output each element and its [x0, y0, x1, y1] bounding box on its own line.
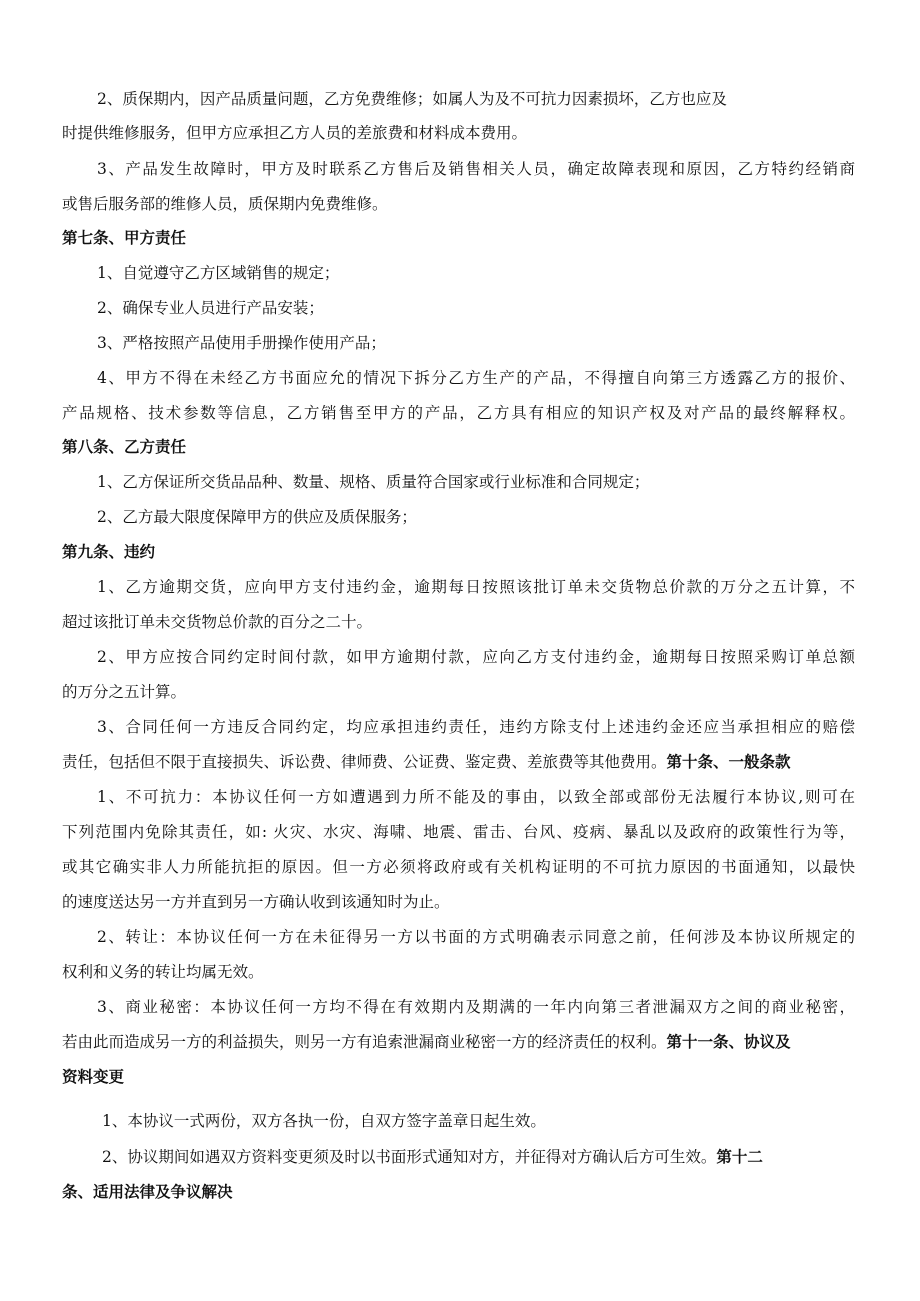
- text-segment: 权利和义务的转让均属无效。: [62, 963, 264, 981]
- text-line: [62, 402, 855, 424]
- text-line: [97, 646, 855, 668]
- heading-text: 资料变更: [62, 1068, 125, 1086]
- text-segment: 1、不可抗力：本协议任何一方如遭遇到力所不能及的事由，以致全部或部份无法履行本协议,则可在: [97, 788, 855, 806]
- text-line: [97, 297, 324, 319]
- text-line: [62, 856, 855, 878]
- text-segment: 时提供维修服务，但甲方应承担乙方人员的差旅费和材料成本费用。: [62, 124, 528, 142]
- text-line: [62, 891, 450, 913]
- heading-text: 第七条、甲方责任: [62, 229, 187, 247]
- text-segment: 产品规格、技术参数等信息，乙方销售至甲方的产品，乙方具有相应的知识产权及对产品的最终解释权。: [62, 404, 855, 422]
- text-line: [97, 786, 855, 808]
- text-segment: 1、自觉遵守乙方区域销售的规定；: [97, 264, 340, 282]
- text-line: [102, 1110, 546, 1132]
- heading-text: 第八条、乙方责任: [62, 438, 187, 456]
- text-segment: 4、甲方不得在未经乙方书面应允的情况下拆分乙方生产的产品，不得擅自向第三方透露乙方的报价、: [97, 369, 855, 387]
- text-segment: 3、严格按照产品使用手册操作使用产品；: [97, 334, 386, 352]
- text-line: [97, 506, 417, 528]
- text-segment: 2、甲方应按合同约定时间付款，如甲方逾期付款，应向乙方支付违约金，逾期每日按照采购订单总额: [97, 648, 855, 666]
- text-segment: 2、质保期内，因产品质量问题，乙方免费维修；如属人为及不可抗力因素损坏，乙方也应及: [97, 90, 727, 108]
- section-heading: [62, 541, 155, 563]
- text-segment: 3、合同任何一方违反合同约定，均应承担违约责任，违约方除支付上述违约金还应当承担相应的赔偿: [97, 718, 855, 736]
- text-line: [62, 122, 527, 144]
- heading-text: 条、适用法律及争议解决: [62, 1183, 233, 1201]
- section-heading: [62, 227, 186, 249]
- text-line: [62, 751, 791, 773]
- text-segment: 责任，包括但不限于直接损失、诉讼费、律师费、公证费、鉴定费、差旅费等其他费用。: [62, 753, 667, 771]
- text-segment: 的速度送达另一方并直到另一方确认收到该通知时为止。: [62, 893, 450, 911]
- text-segment: 下列范围内免除其责任，如: 火灾、水灾、海啸、地震、雷击、台风、疫病、暴乱以及政府的政策性行为等，: [62, 823, 855, 841]
- text-line: [97, 367, 855, 389]
- heading-text: 第九条、违约: [62, 543, 156, 561]
- text-segment: 或售后服务部的维修人员，质保期内免费维修。: [62, 195, 388, 213]
- text-segment: 2、确保专业人员进行产品安装；: [97, 299, 324, 317]
- text-line: [97, 996, 855, 1018]
- section-heading-inline: 第十条、一般条款: [666, 753, 791, 771]
- text-line: [62, 193, 388, 215]
- text-segment: 1、乙方保证所交货品品种、数量、规格、质量符合国家或行业标准和合同规定；: [97, 473, 650, 491]
- text-segment: 3、产品发生故障时，甲方及时联系乙方售后及销售相关人员，确定故障表现和原因，乙方特约经销商: [97, 160, 855, 178]
- text-segment: 1、本协议一式两份，双方各执一份，自双方签字盖章日起生效。: [102, 1112, 546, 1130]
- section-heading: [62, 1181, 233, 1203]
- text-segment: 1、乙方逾期交货，应向甲方支付违约金，逾期每日按照该批订单未交货物总价款的万分之五计算，不: [97, 578, 855, 596]
- text-segment: 或其它确实非人力所能抗拒的原因。但一方必须将政府或有关机构证明的不可抗力原因的书面通知，以最快: [62, 858, 855, 876]
- text-line: [97, 332, 386, 354]
- text-segment: 超过该批订单未交货物总价款的百分之二十。: [62, 613, 373, 631]
- text-line: [97, 576, 855, 598]
- text-line: [97, 88, 727, 110]
- text-segment: 若由此而造成另一方的利益损失，则另一方有追索泄漏商业秘密一方的经济责任的权利。: [62, 1033, 667, 1051]
- section-heading: [62, 1066, 124, 1088]
- text-segment: 2、转让：本协议任何一方在未征得另一方以书面的方式明确表示同意之前，任何涉及本协议所规定的: [97, 928, 855, 946]
- text-segment: 2、协议期间如遇双方资料变更须及时以书面形式通知对方，并征得对方确认后方可生效。: [102, 1148, 717, 1166]
- text-line: [62, 961, 264, 983]
- text-line: [62, 1031, 791, 1053]
- text-line: [97, 471, 649, 493]
- section-heading-inline: 第十一条、协议及: [666, 1033, 791, 1051]
- text-segment: 的万分之五计算。: [62, 683, 187, 701]
- text-line: [97, 262, 339, 284]
- text-segment: 3、商业秘密：本协议任何一方均不得在有效期内及期满的一年内向第三者泄漏双方之间的商业秘密，: [97, 998, 855, 1016]
- text-segment: 2、乙方最大限度保障甲方的供应及质保服务；: [97, 508, 417, 526]
- section-heading: [62, 436, 186, 458]
- text-line: [62, 611, 372, 633]
- text-line: [62, 821, 855, 843]
- text-line: [97, 158, 855, 180]
- text-line: [62, 681, 186, 703]
- text-line: [102, 1146, 763, 1168]
- section-heading-inline: 第十二: [716, 1148, 763, 1166]
- text-line: [97, 716, 855, 738]
- text-line: [97, 926, 855, 948]
